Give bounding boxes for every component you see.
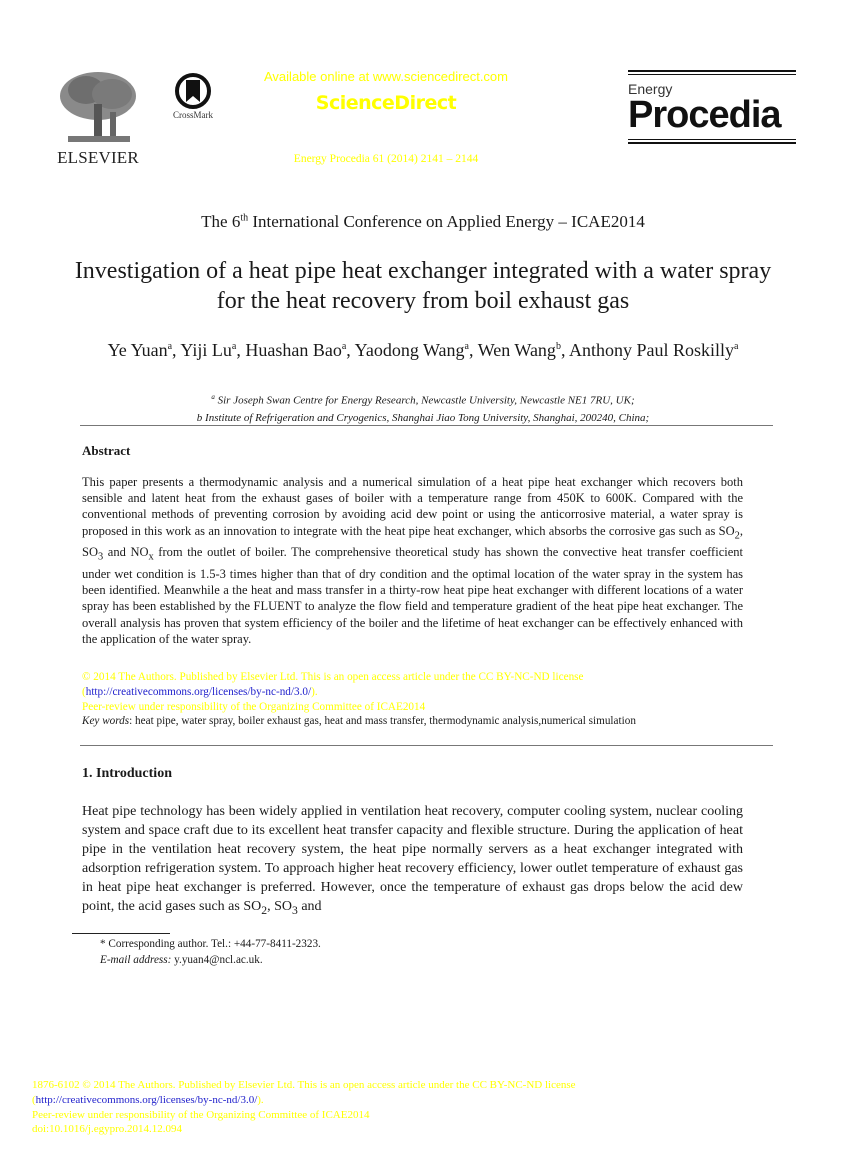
paper-title: Investigation of a heat pipe heat exchanger integrated with a water spray for the heat recovery from boil exhaust gas: [74, 258, 772, 314]
journal-logo: [628, 70, 796, 146]
available-online-link[interactable]: Available online at www.sciencedirect.com: [264, 69, 508, 84]
peer-review-line: Peer-review under responsibility of the Organizing Committee of ICAE2014: [82, 700, 426, 713]
footnote: [100, 937, 321, 968]
issn-line: 1876-6102 © 2014 The Authors. Published by Elsevier Ltd. This is an open access article under the CC BY-NC-ND license: [32, 1079, 576, 1091]
email-label: E-mail address:: [100, 953, 172, 966]
corresponding-author: * Corresponding author. Tel.: +44-77-8411-2323.: [100, 938, 321, 950]
logo-rule-bottom-thin: [628, 139, 796, 140]
conference-prefix: The 6: [201, 212, 241, 231]
journal-reference: Energy Procedia 61 (2014) 2141 – 2144: [293, 153, 479, 165]
crossmark-label: CrossMark: [173, 110, 213, 120]
elsevier-logo: [50, 68, 146, 168]
journal-logo-top: Energy: [628, 81, 673, 97]
license-block: © 2014 The Authors. Published by Elsevier Ltd. This is an open access article under the CC BY-NC-ND license (http://creativecommons.org/licenses/by-nc-nd/3.0/). Peer-review under responsibility of the Organizing Committee of ICAE2014: [82, 670, 772, 714]
keywords-label: Key words: [82, 715, 130, 727]
crossmark-icon: [168, 72, 218, 110]
author-list: Ye Yuan$^a$, Yiji Lu$^a$, Huashan Bao$^a$, Yaodong Wang$^a$, Wen Wang$^b$, Anthony Paul Roskilly$^a$: [107, 340, 739, 360]
divider: [80, 745, 773, 746]
page-footer: 1876-6102 © 2014 The Authors. Published by Elsevier Ltd. This is an open access article under the CC BY-NC-ND license (http://creativecommons.org/licenses/by-nc-nd/3.0/). Peer-review under responsibility of the Organizing Committee of ICAE2014 doi:10.1016/j.egypro.2014.12.094: [32, 1078, 732, 1137]
journal-logo-main: Procedia: [628, 94, 781, 136]
logo-rule-top: [628, 70, 796, 72]
email-address[interactable]: y.yuan4@ncl.ac.uk.: [171, 953, 263, 966]
license-link[interactable]: http://creativecommons.org/licenses/by-nc-nd/3.0/: [85, 685, 312, 698]
conference-suffix: International Conference on Applied Energy – ICAE2014: [248, 212, 645, 231]
author: Anthony Paul Roskilly$^a$: [568, 340, 739, 360]
author: Wen Wang$^b$: [477, 340, 561, 360]
logo-rule-bottom: [628, 142, 796, 144]
conference-sup: th: [240, 212, 249, 224]
author: Ye Yuan$^a$: [107, 340, 173, 360]
affiliation-b: b Institute of Refrigeration and Cryogenics, Shanghai Jiao Tong University, Shanghai, 200240, China;: [196, 411, 650, 424]
elsevier-tree-icon: [56, 68, 140, 146]
crossmark-badge[interactable]: [168, 72, 218, 126]
keywords-list: : heat pipe, water spray, boiler exhaust gas, heat and mass transfer, thermodynamic analysis,numerical simulation: [129, 715, 636, 727]
author: Yiji Lu$^a$: [180, 340, 237, 360]
abstract-body: This paper presents a thermodynamic analysis and a numerical simulation of a heat pipe heat exchanger which recovers both sensible and latent heat from the exhaust gases of boiler with a temperature range from 450K to 600K. Compared with the conventional methods of preventing corrosion by avoiding acid dew point or using the anticorrosive material, a water spray is proposed in this work as an innovation to integrate with the heat pipe heat exchanger, which absorbs the corrosive gas such as $SO_2$, $SO_3$ and $NO_x$ from the outlet of boiler. The comprehensive theoretical study has shown the convective heat transfer coefficient under wet condition is 1.5-3 times higher than that of dry condition and the optimal location of the water spray in the system has been identified. Meanwhile a the heat and mass transfer in a thirty-row heat pipe heat exchanger with different locations of a water spray has been established by the FLUENT to analyze the flow field and temperature gradient of the heat pipe heat exchanger. The overall analysis has proven that system efficiency of the boiler and the lifetime of heat exchanger can be effectively enhanced with the application of the water spray.: [82, 475, 743, 646]
footnote-rule: [72, 933, 170, 934]
logo-rule-top-thin: [628, 74, 796, 75]
author: Yaodong Wang$^a$: [354, 340, 469, 360]
footer-license-link[interactable]: http://creativecommons.org/licenses/by-nc-nd/3.0/: [35, 1093, 258, 1106]
affiliation-a: $^a$ Sir Joseph Swan Centre for Energy Research, Newcastle University, Newcastle NE1 7RU, UK;: [211, 393, 635, 407]
license-line: © 2014 The Authors. Published by Elsevier Ltd. This is an open access article under the CC BY-NC-ND license: [82, 671, 584, 683]
introduction-body: Heat pipe technology has been widely applied in ventilation heat recovery, computer cooling system, nuclear cooling system and space craft due to its excellent heat transfer capacity and flexible structure. During the application of heat pipe in the ventilation heat recovery system, the heat pipe normally servers as a heat exchanger integrated with adsorption refrigeration system. To approach higher heat recovery efficiency, lower outlet temperature of exhaust gas in heat pipe heat exchanger is preferred. However, once the temperature of exhaust gas drops below the acid dew point, the acid gases such as $SO_2$, $SO_3$ and: [82, 804, 743, 917]
affiliations: [60, 389, 786, 427]
divider: [80, 425, 773, 426]
author: Huashan Bao$^a$: [245, 340, 347, 360]
doi[interactable]: doi:10.1016/j.egypro.2014.12.094: [32, 1123, 183, 1136]
sciencedirect-brand[interactable]: ScienceDirect: [315, 92, 457, 114]
section-heading: 1. Introduction: [82, 766, 172, 781]
publisher-name: ELSEVIER: [57, 148, 139, 167]
abstract-heading: Abstract: [82, 443, 131, 458]
footer-peer-review: Peer-review under responsibility of the Organizing Committee of ICAE2014: [32, 1108, 370, 1121]
keywords: [82, 714, 772, 729]
conference-line: [0, 212, 846, 232]
